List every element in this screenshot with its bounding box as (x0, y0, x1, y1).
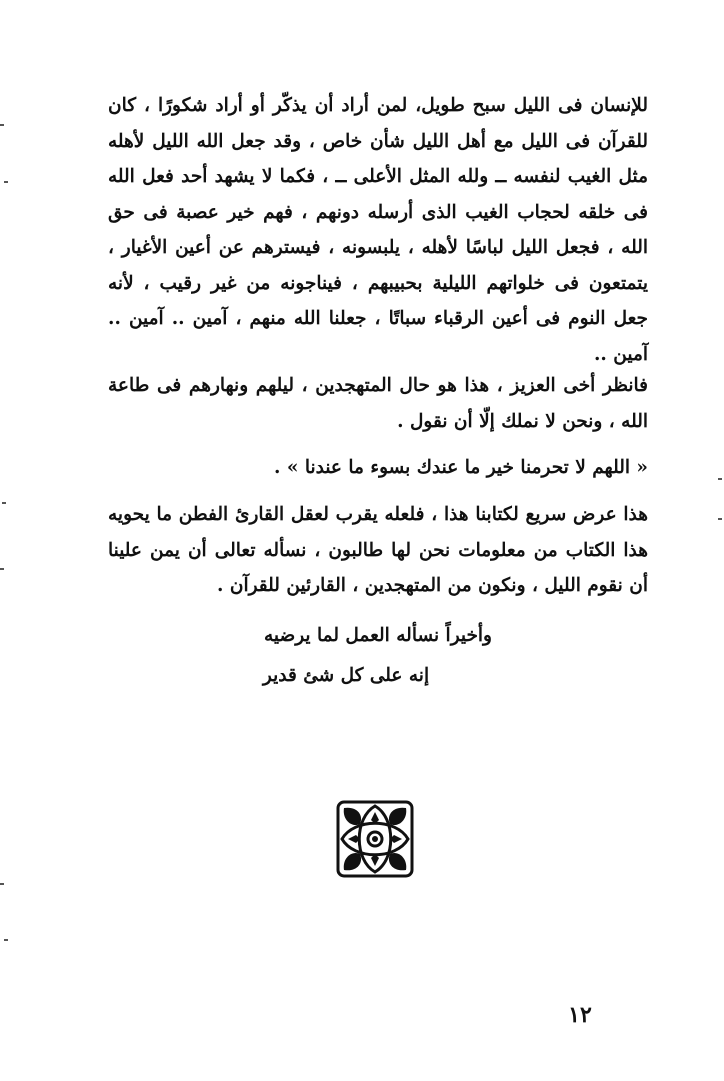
paragraph-night-prayer: للإنسان فى الليل سبح طويل، لمن أراد أن يذكّر أو أراد شكورًا ، كان للقرآن فى الليل مع أهل الليل شأن خاص ، وقد جعل الله الليل لأهله مثل الغيب لنفسه ــ ولله المثل الأعلى ــ ، فكما لا يشهد أحد فعل الله فى خلقه لحجاب الغيب الذى أرسله دونهم ، فهم خير عصبة فى حق الله ، فجعل الليل لباسًا لأهله ، يلبسونه ، فيسترهم عن أعين الأغيار ، يتمتعون فى خلواتهم الليلية بحبيبهم ، فيناجونه من غير رقيب ، لأنه جعل النوم فى أعين الرقباء سباتًا ، جعلنا الله منهم ، آمين .. آمين .. آمين .. (108, 95, 648, 365)
closing-line-2: إنه على كل شئ قدير (262, 665, 430, 686)
margin-mark (4, 939, 8, 941)
margin-mark (0, 124, 4, 126)
paragraph-mutahajjidin: فانظر أخى العزيز ، هذا هو حال المتهجدين ، ليلهم ونهارهم فى طاعة الله ، ونحن لا نملك إلّا أن نقول . (108, 375, 648, 432)
margin-mark (0, 883, 4, 885)
margin-mark (4, 181, 8, 183)
paragraph-supplication: « اللهم لا تحرمنا خير ما عندك بسوء ما عندنا » . (273, 457, 648, 478)
page-number: ١٢ (568, 1002, 592, 1028)
margin-mark (0, 568, 4, 570)
floral-ornament-icon (334, 798, 416, 880)
margin-mark (718, 478, 722, 480)
paragraph-book-summary: هذا عرض سريع لكتابنا هذا ، فلعله يقرب لعقل القارئ الفطن ما يحويه هذا الكتاب من معلومات نحن لها طالبون ، نسأله تعالى أن يمن علينا أن نقوم الليل ، ونكون من المتهجدين ، القارئين للقرآن . (108, 504, 648, 596)
closing-line-1: وأخيراً نسأله العمل لما يرضيه (264, 625, 492, 646)
margin-mark (718, 518, 722, 520)
margin-mark (2, 502, 6, 504)
